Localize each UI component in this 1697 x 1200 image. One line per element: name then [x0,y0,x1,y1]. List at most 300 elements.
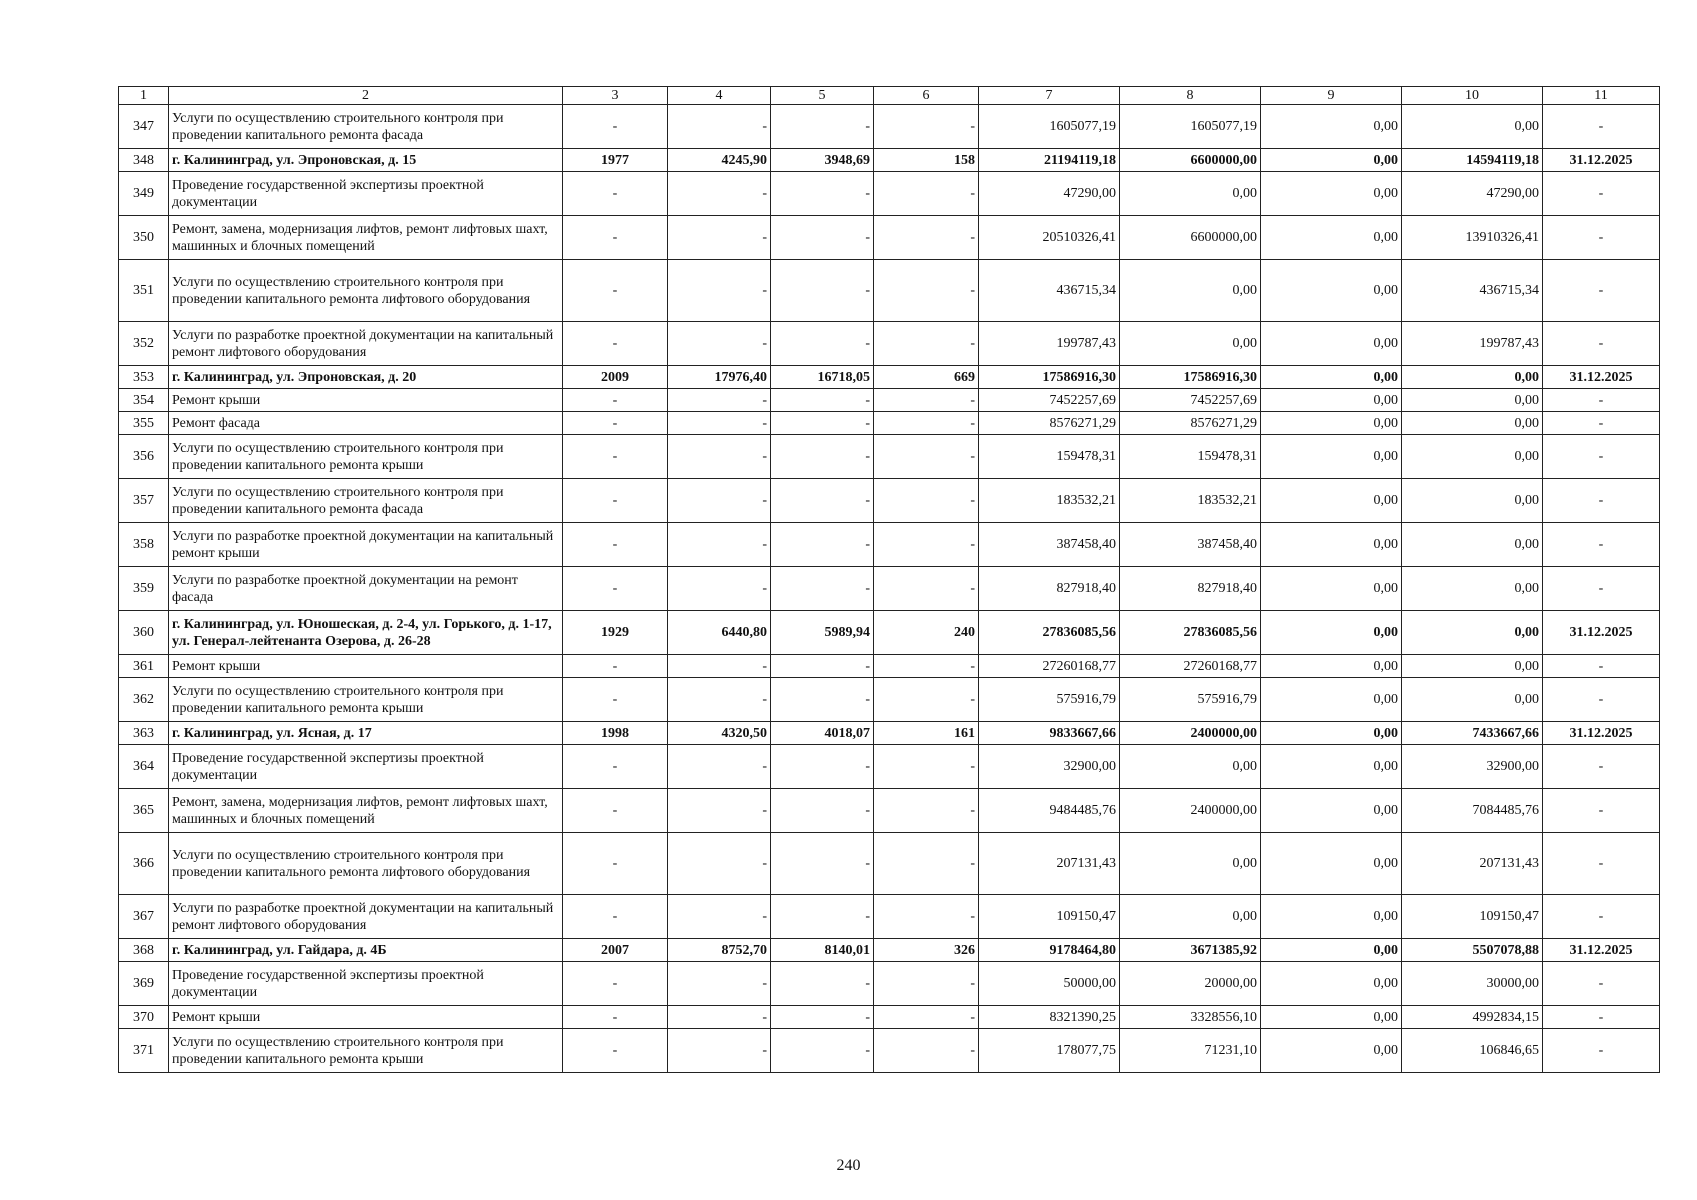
table-row [119,745,1660,789]
table-row [119,412,1660,435]
total-cost-cell: 8576271,29 [979,412,1120,435]
year-cell: - [563,745,668,789]
owner-cost-cell: 0,00 [1402,523,1543,567]
work-name-cell: Услуги по разработке проектной документации на капитальный ремонт лифтового оборудования [169,895,563,939]
header-cell: 11 [1543,87,1660,105]
residents-cell: - [874,833,979,895]
table-row [119,479,1660,523]
living-area-cell: - [771,479,874,523]
row-number-cell: 352 [119,322,169,366]
living-area-cell: - [771,1006,874,1029]
year-cell: - [563,172,668,216]
row-number-cell: 365 [119,789,169,833]
owner-cost-cell: 7084485,76 [1402,789,1543,833]
fund-cost-cell: 3671385,92 [1120,939,1261,962]
owner-cost-cell: 0,00 [1402,105,1543,149]
living-area-cell: - [771,567,874,611]
deadline-cell: 31.12.2025 [1543,939,1660,962]
living-area-cell: - [771,216,874,260]
fund-cost-cell: 575916,79 [1120,678,1261,722]
residents-cell: - [874,479,979,523]
year-cell: - [563,412,668,435]
total-area-cell: - [668,216,771,260]
work-name-cell: Услуги по осуществлению строительного контроля при проведении капитального ремонта лифтового оборудования [169,260,563,322]
table-row [119,322,1660,366]
residents-cell: - [874,322,979,366]
deadline-cell: - [1543,479,1660,523]
owner-cost-cell: 0,00 [1402,389,1543,412]
work-name-cell: Проведение государственной экспертизы проектной документации [169,745,563,789]
table-row [119,567,1660,611]
work-name-cell: г. Калининград, ул. Эпроновская, д. 15 [169,149,563,172]
header-cell: 1 [119,87,169,105]
work-name-cell: г. Калининград, ул. Эпроновская, д. 20 [169,366,563,389]
row-number-cell: 371 [119,1029,169,1073]
work-name-cell: Ремонт фасада [169,412,563,435]
deadline-cell: - [1543,745,1660,789]
year-cell: - [563,435,668,479]
living-area-cell: - [771,678,874,722]
table-row [119,260,1660,322]
year-cell: - [563,567,668,611]
row-number-cell: 369 [119,962,169,1006]
year-cell: 1998 [563,722,668,745]
residents-cell: - [874,1006,979,1029]
year-cell: - [563,962,668,1006]
residents-cell: 161 [874,722,979,745]
table-row [119,149,1660,172]
table-row [119,1029,1660,1073]
year-cell: - [563,322,668,366]
work-name-cell: Услуги по разработке проектной документации на капитальный ремонт крыши [169,523,563,567]
other-cost-cell: 0,00 [1261,322,1402,366]
fund-cost-cell: 0,00 [1120,833,1261,895]
total-cost-cell: 27260168,77 [979,655,1120,678]
row-number-cell: 359 [119,567,169,611]
total-area-cell: - [668,389,771,412]
row-number-cell: 355 [119,412,169,435]
work-name-cell: Услуги по разработке проектной документации на капитальный ремонт лифтового оборудования [169,322,563,366]
fund-cost-cell: 6600000,00 [1120,149,1261,172]
row-number-cell: 358 [119,523,169,567]
work-name-cell: г. Калининград, ул. Гайдара, д. 4Б [169,939,563,962]
fund-cost-cell: 8576271,29 [1120,412,1261,435]
total-cost-cell: 47290,00 [979,172,1120,216]
owner-cost-cell: 0,00 [1402,479,1543,523]
year-cell: 1977 [563,149,668,172]
row-number-cell: 361 [119,655,169,678]
other-cost-cell: 0,00 [1261,435,1402,479]
table-row [119,389,1660,412]
year-cell: - [563,833,668,895]
fund-cost-cell: 0,00 [1120,260,1261,322]
other-cost-cell: 0,00 [1261,260,1402,322]
total-area-cell: - [668,745,771,789]
header-cell: 10 [1402,87,1543,105]
other-cost-cell: 0,00 [1261,895,1402,939]
table-row [119,655,1660,678]
living-area-cell: - [771,895,874,939]
fund-cost-cell: 27836085,56 [1120,611,1261,655]
total-cost-cell: 20510326,41 [979,216,1120,260]
total-area-cell: - [668,172,771,216]
work-name-cell: Ремонт крыши [169,389,563,412]
row-number-cell: 349 [119,172,169,216]
total-cost-cell: 9484485,76 [979,789,1120,833]
total-area-cell: 8752,70 [668,939,771,962]
row-number-cell: 370 [119,1006,169,1029]
residents-cell: - [874,655,979,678]
row-number-cell: 353 [119,366,169,389]
row-number-cell: 366 [119,833,169,895]
total-area-cell: - [668,1029,771,1073]
deadline-cell: - [1543,389,1660,412]
table-row [119,523,1660,567]
other-cost-cell: 0,00 [1261,745,1402,789]
work-name-cell: г. Калининград, ул. Ясная, д. 17 [169,722,563,745]
owner-cost-cell: 0,00 [1402,655,1543,678]
residents-cell: 240 [874,611,979,655]
work-name-cell: Услуги по осуществлению строительного контроля при проведении капитального ремонта фасада [169,479,563,523]
living-area-cell: 4018,07 [771,722,874,745]
living-area-cell: - [771,260,874,322]
residents-cell: - [874,962,979,1006]
residents-cell: - [874,1029,979,1073]
deadline-cell: - [1543,322,1660,366]
other-cost-cell: 0,00 [1261,722,1402,745]
living-area-cell: - [771,962,874,1006]
total-area-cell: - [668,105,771,149]
row-number-cell: 363 [119,722,169,745]
other-cost-cell: 0,00 [1261,479,1402,523]
deadline-cell: - [1543,172,1660,216]
total-cost-cell: 8321390,25 [979,1006,1120,1029]
header-cell: 4 [668,87,771,105]
table-row [119,216,1660,260]
residents-cell: - [874,216,979,260]
total-area-cell: 6440,80 [668,611,771,655]
living-area-cell: - [771,745,874,789]
owner-cost-cell: 0,00 [1402,435,1543,479]
total-cost-cell: 50000,00 [979,962,1120,1006]
header-cell: 7 [979,87,1120,105]
owner-cost-cell: 109150,47 [1402,895,1543,939]
owner-cost-cell: 32900,00 [1402,745,1543,789]
residents-cell: 669 [874,366,979,389]
total-area-cell: - [668,479,771,523]
fund-cost-cell: 827918,40 [1120,567,1261,611]
total-area-cell: - [668,833,771,895]
other-cost-cell: 0,00 [1261,1006,1402,1029]
residents-cell: - [874,389,979,412]
year-cell: - [563,655,668,678]
owner-cost-cell: 0,00 [1402,366,1543,389]
other-cost-cell: 0,00 [1261,389,1402,412]
row-number-cell: 354 [119,389,169,412]
residents-cell: - [874,745,979,789]
residents-cell: - [874,678,979,722]
header-cell: 8 [1120,87,1261,105]
total-cost-cell: 21194119,18 [979,149,1120,172]
total-cost-cell: 207131,43 [979,833,1120,895]
total-cost-cell: 1605077,19 [979,105,1120,149]
total-cost-cell: 199787,43 [979,322,1120,366]
table-row [119,789,1660,833]
row-number-cell: 362 [119,678,169,722]
total-area-cell: 4320,50 [668,722,771,745]
total-area-cell: - [668,435,771,479]
work-name-cell: Ремонт крыши [169,655,563,678]
fund-cost-cell: 27260168,77 [1120,655,1261,678]
work-name-cell: г. Калининград, ул. Юношеская, д. 2-4, ул. Горького, д. 1-17, ул. Генерал-лейтенанта Озерова, д. 26-28 [169,611,563,655]
year-cell: - [563,260,668,322]
year-cell: 2007 [563,939,668,962]
owner-cost-cell: 106846,65 [1402,1029,1543,1073]
year-cell: 1929 [563,611,668,655]
living-area-cell: 8140,01 [771,939,874,962]
owner-cost-cell: 0,00 [1402,611,1543,655]
living-area-cell: - [771,655,874,678]
header-cell: 6 [874,87,979,105]
row-number-cell: 347 [119,105,169,149]
year-cell: - [563,678,668,722]
table-row [119,962,1660,1006]
total-cost-cell: 827918,40 [979,567,1120,611]
living-area-cell: - [771,322,874,366]
table-row [119,366,1660,389]
deadline-cell: - [1543,435,1660,479]
other-cost-cell: 0,00 [1261,412,1402,435]
residents-cell: - [874,789,979,833]
row-number-cell: 360 [119,611,169,655]
residents-cell: 158 [874,149,979,172]
deadline-cell: - [1543,216,1660,260]
residents-cell: 326 [874,939,979,962]
year-cell: - [563,789,668,833]
year-cell: - [563,895,668,939]
owner-cost-cell: 7433667,66 [1402,722,1543,745]
total-area-cell: - [668,895,771,939]
fund-cost-cell: 1605077,19 [1120,105,1261,149]
total-cost-cell: 7452257,69 [979,389,1120,412]
total-area-cell: - [668,567,771,611]
owner-cost-cell: 47290,00 [1402,172,1543,216]
owner-cost-cell: 5507078,88 [1402,939,1543,962]
table-row [119,1006,1660,1029]
total-area-cell: 17976,40 [668,366,771,389]
owner-cost-cell: 13910326,41 [1402,216,1543,260]
year-cell: - [563,523,668,567]
living-area-cell: - [771,833,874,895]
owner-cost-cell: 207131,43 [1402,833,1543,895]
table-row [119,172,1660,216]
year-cell: - [563,105,668,149]
row-number-cell: 351 [119,260,169,322]
other-cost-cell: 0,00 [1261,366,1402,389]
total-area-cell: 4245,90 [668,149,771,172]
owner-cost-cell: 30000,00 [1402,962,1543,1006]
table-row [119,939,1660,962]
total-cost-cell: 159478,31 [979,435,1120,479]
living-area-cell: 16718,05 [771,366,874,389]
residents-cell: - [874,895,979,939]
deadline-cell: - [1543,412,1660,435]
other-cost-cell: 0,00 [1261,655,1402,678]
work-name-cell: Ремонт крыши [169,1006,563,1029]
owner-cost-cell: 436715,34 [1402,260,1543,322]
fund-cost-cell: 3328556,10 [1120,1006,1261,1029]
table-row [119,105,1660,149]
page-number: 240 [836,1157,861,1174]
works-table [118,86,1660,1073]
other-cost-cell: 0,00 [1261,172,1402,216]
living-area-cell: 5989,94 [771,611,874,655]
table-row [119,722,1660,745]
total-cost-cell: 575916,79 [979,678,1120,722]
residents-cell: - [874,435,979,479]
other-cost-cell: 0,00 [1261,149,1402,172]
owner-cost-cell: 0,00 [1402,412,1543,435]
work-name-cell: Услуги по осуществлению строительного контроля при проведении капитального ремонта крыши [169,1029,563,1073]
row-number-cell: 356 [119,435,169,479]
deadline-cell: - [1543,523,1660,567]
row-number-cell: 348 [119,149,169,172]
deadline-cell: 31.12.2025 [1543,366,1660,389]
work-name-cell: Услуги по разработке проектной документации на ремонт фасада [169,567,563,611]
other-cost-cell: 0,00 [1261,939,1402,962]
fund-cost-cell: 7452257,69 [1120,389,1261,412]
total-area-cell: - [668,260,771,322]
row-number-cell: 364 [119,745,169,789]
total-area-cell: - [668,322,771,366]
living-area-cell: - [771,412,874,435]
fund-cost-cell: 2400000,00 [1120,722,1261,745]
header-cell: 5 [771,87,874,105]
fund-cost-cell: 0,00 [1120,745,1261,789]
year-cell: - [563,216,668,260]
total-cost-cell: 387458,40 [979,523,1120,567]
total-area-cell: - [668,655,771,678]
table-row [119,435,1660,479]
residents-cell: - [874,412,979,435]
total-cost-cell: 178077,75 [979,1029,1120,1073]
work-name-cell: Ремонт, замена, модернизация лифтов, ремонт лифтовых шахт, машинных и блочных помещений [169,789,563,833]
total-area-cell: - [668,1006,771,1029]
deadline-cell: - [1543,895,1660,939]
fund-cost-cell: 6600000,00 [1120,216,1261,260]
work-name-cell: Проведение государственной экспертизы проектной документации [169,172,563,216]
table-row [119,611,1660,655]
header-cell: 2 [169,87,563,105]
owner-cost-cell: 14594119,18 [1402,149,1543,172]
table-row [119,833,1660,895]
row-number-cell: 350 [119,216,169,260]
work-name-cell: Услуги по осуществлению строительного контроля при проведении капитального ремонта крыши [169,678,563,722]
fund-cost-cell: 0,00 [1120,895,1261,939]
fund-cost-cell: 183532,21 [1120,479,1261,523]
owner-cost-cell: 199787,43 [1402,322,1543,366]
deadline-cell: - [1543,789,1660,833]
work-name-cell: Проведение государственной экспертизы проектной документации [169,962,563,1006]
year-cell: - [563,1029,668,1073]
total-cost-cell: 17586916,30 [979,366,1120,389]
header-cell: 9 [1261,87,1402,105]
other-cost-cell: 0,00 [1261,789,1402,833]
deadline-cell: 31.12.2025 [1543,722,1660,745]
other-cost-cell: 0,00 [1261,105,1402,149]
fund-cost-cell: 159478,31 [1120,435,1261,479]
year-cell: - [563,1006,668,1029]
total-cost-cell: 109150,47 [979,895,1120,939]
living-area-cell: - [771,1029,874,1073]
residents-cell: - [874,260,979,322]
owner-cost-cell: 0,00 [1402,678,1543,722]
other-cost-cell: 0,00 [1261,1029,1402,1073]
deadline-cell: - [1543,962,1660,1006]
deadline-cell: - [1543,833,1660,895]
header-row [119,87,1660,105]
total-cost-cell: 436715,34 [979,260,1120,322]
living-area-cell: - [771,172,874,216]
total-cost-cell: 32900,00 [979,745,1120,789]
deadline-cell: 31.12.2025 [1543,149,1660,172]
work-name-cell: Ремонт, замена, модернизация лифтов, ремонт лифтовых шахт, машинных и блочных помещений [169,216,563,260]
row-number-cell: 367 [119,895,169,939]
deadline-cell: - [1543,655,1660,678]
deadline-cell: - [1543,678,1660,722]
deadline-cell: 31.12.2025 [1543,611,1660,655]
table-row [119,678,1660,722]
work-name-cell: Услуги по осуществлению строительного контроля при проведении капитального ремонта крыши [169,435,563,479]
total-area-cell: - [668,962,771,1006]
living-area-cell: - [771,435,874,479]
year-cell: 2009 [563,366,668,389]
deadline-cell: - [1543,260,1660,322]
other-cost-cell: 0,00 [1261,523,1402,567]
fund-cost-cell: 387458,40 [1120,523,1261,567]
living-area-cell: - [771,789,874,833]
other-cost-cell: 0,00 [1261,567,1402,611]
fund-cost-cell: 2400000,00 [1120,789,1261,833]
work-name-cell: Услуги по осуществлению строительного контроля при проведении капитального ремонта фасада [169,105,563,149]
total-cost-cell: 9178464,80 [979,939,1120,962]
residents-cell: - [874,105,979,149]
residents-cell: - [874,523,979,567]
year-cell: - [563,479,668,523]
other-cost-cell: 0,00 [1261,611,1402,655]
table-row [119,895,1660,939]
living-area-cell: 3948,69 [771,149,874,172]
work-name-cell: Услуги по осуществлению строительного контроля при проведении капитального ремонта лифтового оборудования [169,833,563,895]
fund-cost-cell: 71231,10 [1120,1029,1261,1073]
residents-cell: - [874,567,979,611]
deadline-cell: - [1543,1006,1660,1029]
total-area-cell: - [668,678,771,722]
fund-cost-cell: 20000,00 [1120,962,1261,1006]
other-cost-cell: 0,00 [1261,216,1402,260]
other-cost-cell: 0,00 [1261,678,1402,722]
fund-cost-cell: 17586916,30 [1120,366,1261,389]
total-area-cell: - [668,523,771,567]
fund-cost-cell: 0,00 [1120,172,1261,216]
fund-cost-cell: 0,00 [1120,322,1261,366]
total-cost-cell: 183532,21 [979,479,1120,523]
header-cell: 3 [563,87,668,105]
row-number-cell: 357 [119,479,169,523]
living-area-cell: - [771,523,874,567]
other-cost-cell: 0,00 [1261,962,1402,1006]
total-area-cell: - [668,412,771,435]
